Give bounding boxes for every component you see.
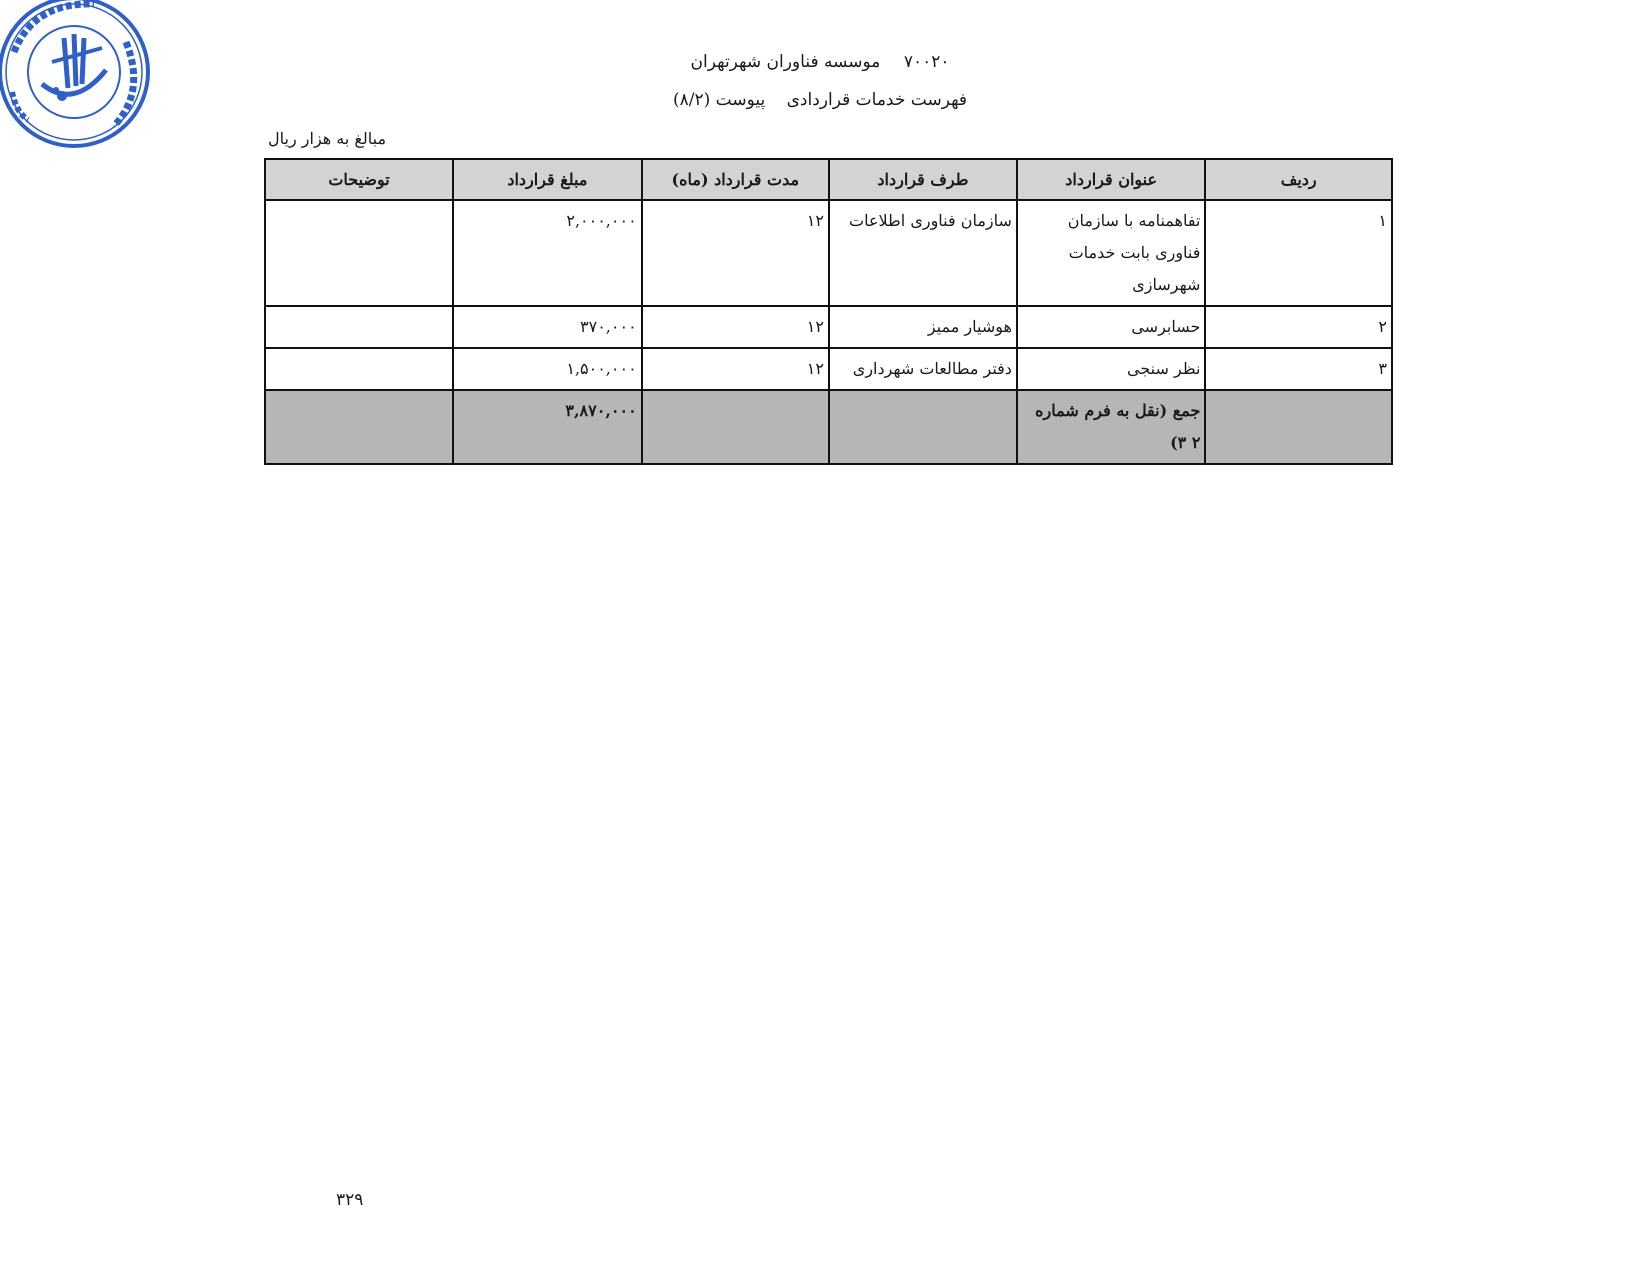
column-header-duration: مدت قرارداد (ماه) [642,159,829,200]
column-header-contract-title: عنوان قرارداد [1017,159,1205,200]
organization-name: موسسه فناوران شهرتهران [690,52,881,72]
cell-row-number: ۱ [1205,200,1392,306]
cell-notes [265,348,453,390]
cell-total-label: جمع (نقل به فرم شماره ۲ ۳) [1017,390,1205,464]
cell-contract-party: دفتر مطالعات شهرداری [829,348,1017,390]
table-row [265,348,1392,390]
column-header-contract-party: طرف قرارداد [829,159,1017,200]
cell-contract-title: حسابرسی [1017,306,1205,348]
cell-total-empty [642,390,829,464]
cell-total-empty [1205,390,1392,464]
column-header-row-number: ردیف [1205,159,1392,200]
column-header-notes: توضیحات [265,159,453,200]
cell-row-number: ۲ [1205,306,1392,348]
cell-contract-party: سازمان فناوری اطلاعات [829,200,1017,306]
cell-duration: ۱۲ [642,200,829,306]
cell-notes [265,306,453,348]
header-code: ۷۰۰۲۰ [903,52,950,72]
cell-duration: ۱۲ [642,306,829,348]
cell-contract-title: تفاهمنامه با سازمان فناوری بابت خدمات شهرسازی [1017,200,1205,306]
unit-note: مبالغ به هزار ریال [268,129,387,148]
cell-total-empty [265,390,453,464]
cell-amount: ۳۷۰,۰۰۰ [453,306,642,348]
document-header [560,52,1080,72]
column-header-amount: مبلغ قرارداد [453,159,642,200]
cell-amount: ۱,۵۰۰,۰۰۰ [453,348,642,390]
cell-total-empty [829,390,1017,464]
contracts-table [264,158,1393,465]
table-header-row [265,159,1392,200]
cell-contract-title: نظر سنجی [1017,348,1205,390]
cell-notes [265,200,453,306]
document-title: فهرست خدمات قراردادی [786,90,968,110]
council-seal-stamp [0,0,154,152]
cell-row-number: ۳ [1205,348,1392,390]
cell-duration: ۱۲ [642,348,829,390]
table-row [265,306,1392,348]
annex-label: پیوست (۸/۲) [672,90,766,110]
document-subtitle [560,90,1080,110]
table-total-row [265,390,1392,464]
cell-total-amount: ۳,۸۷۰,۰۰۰ [453,390,642,464]
page-number: ۳۲۹ [336,1190,364,1210]
cell-amount: ۲,۰۰۰,۰۰۰ [453,200,642,306]
cell-contract-party: هوشیار ممیز [829,306,1017,348]
table-row [265,200,1392,306]
